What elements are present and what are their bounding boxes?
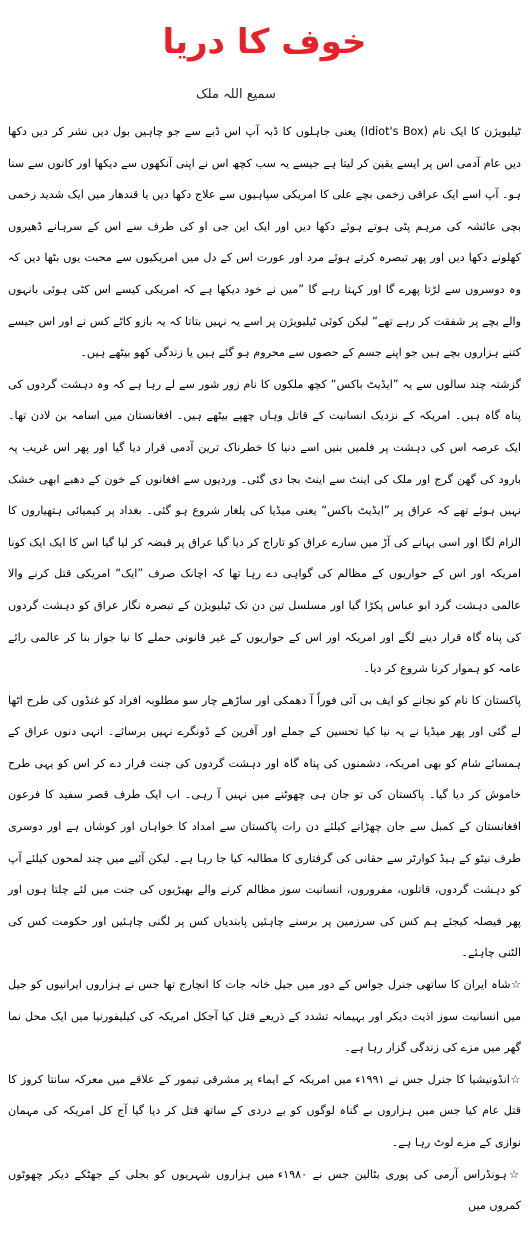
paragraph-indonesia-general: ☆انڈونیشیا کا جنرل جس نے ۱۹۹۱ء میں امریکہ کے ایماء پر مشرقی تیمور کے علاقے میں معرکہ سانتا کروز کا قتل عام کیا جس میں ہزاروں بے گناہ لوگوں کو بے دردی کے ساتھ قتل کر دیا گیا آج کل امریکہ کی مہمان نوازی کے مزے لوٹ رہا ہے۔ bbox=[8, 1072, 521, 1149]
paragraph-honduras-battalion: ☆ہونڈراس آرمی کی پوری بٹالین جس نے ۱۹۸۰ء میں ہزاروں شہریوں کو بجلی کے جھٹکے دیکر چھوٹوں کمروں میں bbox=[8, 1167, 521, 1213]
article-title: خوف کا دریا bbox=[162, 22, 367, 62]
author-byline: سمیع اللہ ملک bbox=[196, 87, 276, 102]
article-body bbox=[8, 116, 521, 1222]
paragraph-intro: ٹیلیویژن کا ایک نام (Idiot's Box) یعنی جاہلوں کا ڈبہ آپ اس ڈبے سے جو چاہیں بول دیں نشر کر دیں دکھا دیں عام آدمی اس پر ایسے یقین کر لیتا ہے جیسے یہ سب کچھ اس نے اپنی آنکھوں سے دیکھا اور کانوں سے سنا ہو۔ آپ اسے ایک عراقی زخمی بچے علی کا امریکی سپاہیوں سے علاج دکھا دیں یا قندھار میں ایک شدید زخمی بچی عائشہ کی مرہم پٹی ہوتے ہوئے دکھا دیں اور ایک این جی او کی طرف سے اس کے سرہانے ڈھیروں کھلونے دکھا دیں اور پھر تبصرہ کرتے ہوئے مرد اور عورت اس کے دل میں امریکیوں سے محبت یوں بٹھا دیں کہ وہ دوسروں سے لڑتا پھرے گا اور کہتا رہے گا ”میں نے خود دیکھا ہے کہ امریکی کیسے اس کٹی ہوئی بانہوں والے بچے پر شفقت کر رہے تھے“ لیکن کوئی ٹیلیویژن پر اسے یہ نہیں بتاتا کہ یہ بازو کاٹے کس نے اور اس جیسے کتنے ہزاروں بچے ہیں جو اپنے جسم کے حصوں سے محروم ہو گئے ہیں یا زندگی کھو بیٹھے ہیں۔ bbox=[8, 125, 521, 360]
paragraph-iran-general: ☆شاہ ایران کا ساتھی جنرل جواس کے دور میں جیل خانہ جات کا انچارج تھا جس نے ہزاروں ایرانیوں کو جیل میں انسانیت سوز اذیت دیکر اور بہیمانہ تشدد کے ذریعے قتل کیا آجکل امریکہ کی کیلیفورنیا میں ایک محل نما گھر میں مزے کی زندگی گزار رہا ہے۔ bbox=[8, 978, 521, 1055]
paragraph-idiot-box: گزشتہ چند سالوں سے یہ ”ایڈیٹ باکس“ کچھ ملکوں کا نام زور شور سے لے رہا ہے کہ وہ دہشت گردوں کی پناہ گاہ ہیں۔ امریکہ کے نزدیک انسانیت کے قاتل وہاں چھپے بیٹھے ہیں۔ افغانستان میں اسامہ بن لادن تھا۔ ایک عرصہ اس کی دہشت پر فلمیں بنیں اسے دنیا کا خطرناک ترین آدمی قرار دیا گیا اور پھر اس غریب پہ بارود کی گھن گرج اور ملک کی اینٹ سے اینٹ بجا دی گئی۔ وردیوں سے افغانوں کے خون کے دھبے ابھی خشک نہیں ہوئے تھے کہ عراق پر ”ایڈیٹ باکس“ یعنی میڈیا کی یلغار شروع ہو گئی۔ بغداد پر کیمیائی ہتھیاروں کا الزام لگا اور اسی بہانے کی آڑ میں سارے عراق کو تاراج کر دیا گیا عراق پر قبضہ کر لیا گیا اس کا ایک ایک کونا امریکہ اور اس کے حواریوں کے مظالم کی گواہی دے رہا تھا کہ اچانک صرف ”ایک“ امریکی قتل کرنے والا عالمی دہشت گرد ابو عباس پکڑا گیا اور مسلسل تین دن تک ٹیلیویژن کے تبصرہ نگار عراق کو دہشت گردوں کی پناہ گاہ قرار دینے لگے اور امریکہ اور اس کے حواریوں کے غیر قانونی حملے کا نیا جواز بنا کر عالمی رائے عامہ کو ہموار کرنا شروع کر دیا۔ bbox=[8, 377, 521, 676]
paragraph-pakistan: پاکستان کا نام کو نجانے کو ایف بی آئی فوراً آ دھمکی اور ساڑھے چار سو مطلوبہ افراد کو غنڈوں کی طرح اٹھا لے گئی اور پھر میڈیا نے یہ نیا کیا تحسین کے جملے اور آفرین کے ڈونگرے نہیں برسائے۔ انہی دنوں عراق کے ہمسائے شام کو بھی امریکہ، دشمنوں کی پناہ گاہ اور دہشت گردوں کی جنت قرار دے کر اس کو یہی طرح خاموش کر دیا گیا۔ پاکستان کی تو جان ہی چھوٹنے میں نہیں آ رہی۔ اب ایک طرف قصر سفید کا فرعون افغانستان کے کمبل سے جان چھڑانے کیلئے دن رات پاکستان سے امداد کا خواہاں اور کوشاں ہے اور دوسری طرف نیٹو کے ہیڈ کوارٹر سے حقانی کی گرفتاری کا مطالبہ کیا جا رہا ہے۔ لیکن آئیے میں چند لمحوں کیلئے آپ کو دہشت گردوں، قاتلوں، مفروروں، انسانیت سوز مظالم کرنے والے بھیڑیوں کی جنت میں لئے چلتا ہوں اور پھر فیصلہ کیجئے ہم کس کی سرزمین پر برسنے چاہئیں پابندیاں کس پر لگنی چاہئیں اور حکومت کس کی الٹنی چاہئے۔ bbox=[8, 693, 521, 960]
